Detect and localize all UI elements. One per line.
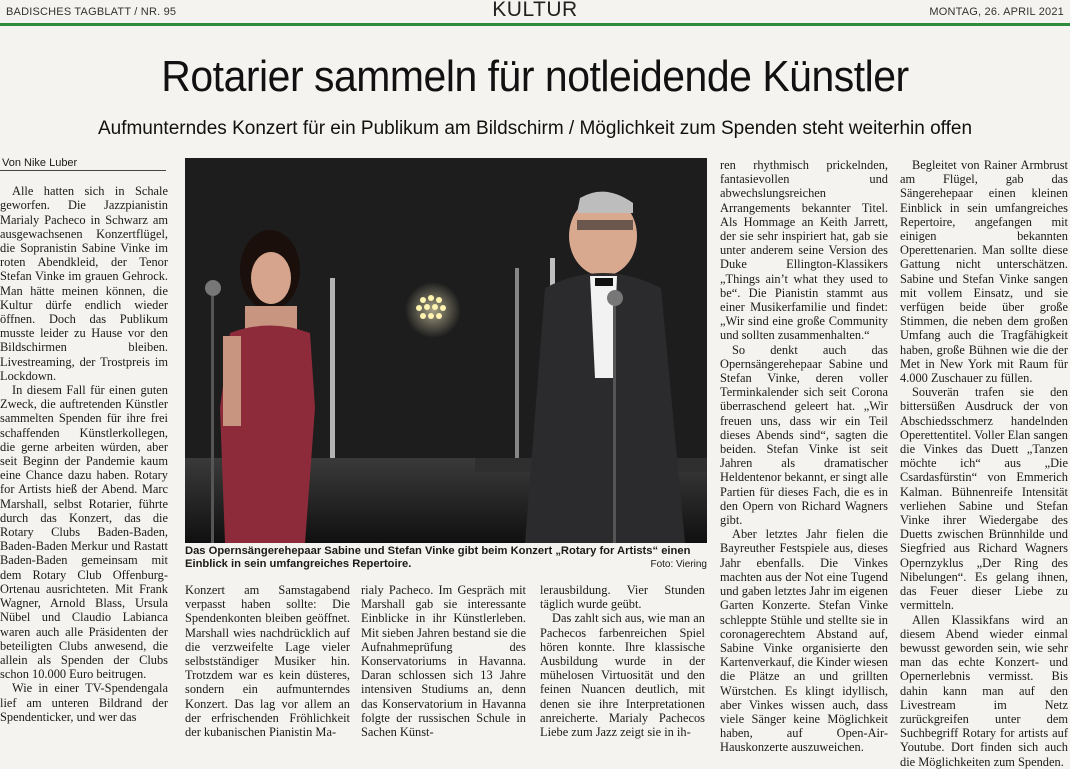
col5-paragraph-1: ren rhythmisch prickelnden, fantasievollen und abwechslungsreichen Arrangements bekannter Titel. Als Hommage an Keith Jarrett, der sie sehr inspiriert hat, gab sie unter anderem seine Version des Duke Ellington-Klassikers „Things ain’t what they used to be“. Die Pianistin stammt aus einer Musikerfamilie und findet: „Wir sind eine große Community und sollten zusammenhalten.“ xyxy=(720,158,888,343)
header-rule xyxy=(0,23,1070,26)
newspaper-issue: BADISCHES TAGBLATT / NR. 95 xyxy=(6,6,177,18)
col4-paragraph-2: Das zahlt sich aus, wie man an Pachecos farbenreichen Spiel hören konnte. Ihre klassische Ausbildung wurde in der mühelosen Virtuosität und den feinen Nuancen deutlich, mit denen sie ihre Interpretationen anreicherte. Marialy Pachecos Liebe zum Jazz zeigt sie in ih- xyxy=(540,611,705,740)
col6-paragraph-3: Allen Klassikfans wird an diesem Abend wieder einmal bewusst geworden sein, wie sehr man das echte Konzert- und Opernerlebnis vermisst. Bis dahin kann man auf den Livestream im Netz zurückgreifen unter dem Suchbegriff Rotary for artists auf Youtube. Dort finden sich auch die Möglichkeiten zum Spenden. xyxy=(900,612,1068,769)
concert-photo xyxy=(185,158,707,543)
byline-rule xyxy=(0,170,166,171)
column-3 xyxy=(361,583,526,739)
col6-paragraph-2: Souverän trafen sie den bittersüßen Ausdruck der von Abschiedsschmerz handelnden Operettentitel. Voller Elan sangen die Vinkes das Duett „Tanzen möchte ich“ aus „Die Csardasfürstin“ von Emmerich Kalman. Bühnenreife Intensität verliehen Sabine und Stefan Vinke ihrer Wiedergabe des Duetts zwischen Brünnhilde und Siegfried aus Richard Wagners Opernzyklus „Der Ring des Nibelungen“. Es gelang ihnen, das Feuer dieser Liebe zu vermitteln. xyxy=(900,385,1068,613)
column-6 xyxy=(900,158,1068,769)
caption-text: Das Opernsängerehepaar Sabine und Stefan Vinke gibt beim Konzert „Rotary for Artists“ einen Einblick in sein umfangreiches Repertoire. xyxy=(185,545,691,570)
column-5 xyxy=(720,158,888,755)
headline: Rotarier sammeln für notleidende Künstler xyxy=(161,52,909,101)
column-1 xyxy=(0,156,168,724)
photo-caption xyxy=(185,545,707,571)
column-4 xyxy=(540,583,705,739)
col1-paragraph-2: In diesem Fall für einen guten Zweck, die auftretenden Künstler sammelten Spenden für ihre frei schaffenden Künstlerkollegen, die gerne arbeiten würden, aber seit Beginn der Pandemie kaum eine Chance dazu haben. Rotary for Artists hieß der Abend. Marc Marshall, selbst Rotarier, führte durch das Konzert, das die Rotary Clubs Baden-Baden, Baden-Baden Merkur und Rastatt Baden-Baden gemeinsam mit dem Rotary Club Offenburg-Ortenau ausrichteten. Mit Frank Wagner, Arnold Blass, Ursula Nübel und Claudio Labianca waren auch alle Präsidenten der beteiligten Clubs anwesend, die allein als Spenden der Clubs schon 10.000 Euro beitrugen. xyxy=(0,383,168,682)
issue-date: MONTAG, 26. APRIL 2021 xyxy=(929,6,1064,18)
col6-paragraph-1: Begleitet von Rainer Armbrust am Flügel, gab das Sängerehepaar einen kleinen Einblick in sein umfangreiches Repertoire, angefangen mit einigen bekannten Operettenarien. Man sollte diese Gattung nicht unterschätzen. Sabine und Stefan Vinke sangen mit vollem Einsatz, und sie verfügen beide über große Stimmen, die neben dem großen Umfang auch die Tragfähigkeit haben, große Bühnen wie die der Met in New York mit Raum für 4.000 Zuschauer zu füllen. xyxy=(900,158,1068,386)
col4-paragraph-1: lerausbildung. Vier Stunden täglich wurde geübt. xyxy=(540,583,705,612)
col3-paragraph-1: rialy Pacheco. Im Gespräch mit Marshall gab sie interessante Einblicke in ihr Künstlerleben. Mit sieben Jahren bestand sie die Aufnahmeprüfung des Konservatoriums in Havanna. Daran schlossen sich 13 Jahre intensiven Studiums an, denn das Konservatorium in Havanna folgte der russischen Schule in Sachen Künst- xyxy=(361,583,526,740)
section-title: KULTUR xyxy=(492,0,578,21)
subtitle: Aufmunterndes Konzert für ein Publikum am Bildschirm / Möglichkeit zum Spenden steht weiterhin offen xyxy=(97,118,973,139)
col5-paragraph-2: So denkt auch das Opernsängerehepaar Sabine und Stefan Vinke, deren voller Terminkalender sich seit Corona überraschend geleert hat. „Wir freuen uns, dass wir ein Teil dieses Abends sind“, sagten die beiden. Stefan Vinke ist seit Jahren als dramatischer Heldentenor bekannt, er singt alle Partien für dieses Fach, die es in den Opern von Richard Wagners gibt. xyxy=(720,342,888,528)
col2-paragraph-1: Konzert am Samstagabend verpasst haben sollte: Die Spendenkonten bleiben geöffnet. Marshall wies nachdrücklich auf die verzweifelte Lage vieler selbstständiger Musiker hin. Trotzdem war es kein düsteres, sondern ein aufmunterndes Konzert. Das lag vor allem an der erfrischenden Fröhlichkeit der kubanischen Pianistin Ma- xyxy=(185,583,350,740)
byline: Von Nike Luber xyxy=(2,157,78,169)
col1-paragraph-3: Wie in einer TV-Spendengala lief am unteren Bildrand der Spendenticker, und wer das xyxy=(0,681,168,724)
stage-photo-illustration xyxy=(185,158,707,543)
column-2 xyxy=(185,583,350,739)
col5-paragraph-3: Aber letztes Jahr fielen die Bayreuther Festspiele aus, dieses Jahr ebenfalls. Die Vinkes machten aus der Not eine Tugend und gaben letztes Jahr im eigenen Garten Konzerte. Stefan Vinke schleppte Stühle und stellte sie in coronagerechtem Abstand auf, Sabine Vinke organisierte den Kartenverkauf, die Kinder wiesen die Plätze an und grillten Würstchen. Es klingt idyllisch, aber Vinkes wissen auch, dass viele Sänger keine Möglichkeit haben, auf Open-Air-Hauskonzerte auszuweichen. xyxy=(720,527,888,755)
col1-paragraph-1: Alle hatten sich in Schale geworfen. Die Jazzpianistin Marialy Pacheco in Schwarz am ausgewachsenen Konzertflügel, die Sopranistin Sabine Vinke im roten Abendkleid, der Tenor Stefan Vinke im grauen Gehrock. Man hätte meinen können, die Kultur dürfe endlich wieder öffnen. Doch das Publikum musste leider zu Hause vor den Bildschirmen bleiben. Livestreaming, der Trostpreis im Lockdown. xyxy=(0,184,168,383)
photo-credit: Foto: Viering xyxy=(650,559,707,570)
